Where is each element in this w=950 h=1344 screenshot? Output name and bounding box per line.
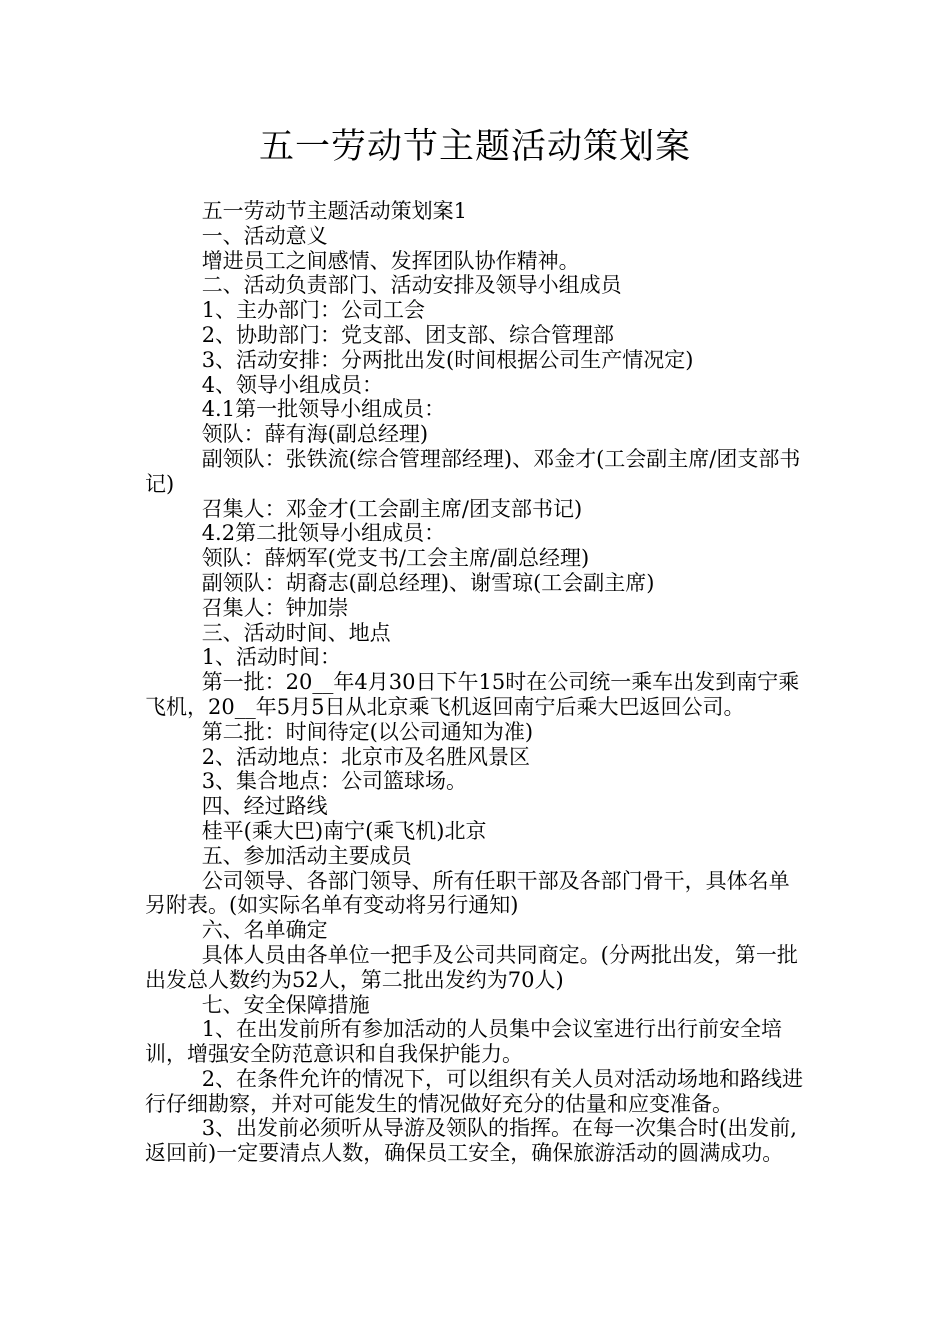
paragraph: 3、集合地点：公司篮球场。 bbox=[201, 769, 468, 794]
paragraph: 召集人：钟加崇 bbox=[201, 595, 349, 620]
section-heading: 二、活动负责部门、活动安排及领导小组成员 bbox=[201, 273, 622, 298]
paragraph: 2、活动地点：北京市及名胜风景区 bbox=[201, 744, 531, 769]
paragraph: 4.2第二批领导小组成员： bbox=[201, 521, 446, 546]
section-heading: 一、活动意义 bbox=[201, 223, 328, 248]
paragraph: 副领队：张铁流(综合管理部经理)、邓金才(工会副主席/团支部书记) bbox=[145, 446, 801, 496]
paragraph: 桂平(乘大巴)南宁(乘飞机)北京 bbox=[201, 818, 487, 843]
paragraph: 第一批：20__年4月30日下午15时在公司统一乘车出发到南宁乘飞机，20__年5月5日从北京乘飞机返回南宁后乘大巴返回公司。 bbox=[145, 670, 800, 719]
paragraph: 公司领导、各部门领导、所有任职干部及各部门骨干，具体名单另附表。(如实际名单有变动将另行通知) bbox=[145, 868, 790, 918]
document-body bbox=[145, 199, 810, 1166]
paragraph: 2、在条件允许的情况下，可以组织有关人员对活动场地和路线进行仔细勘察，并对可能发生的情况做好充分的估量和应变准备。 bbox=[145, 1066, 804, 1116]
paragraph: 1、活动时间： bbox=[201, 645, 342, 670]
section-heading: 三、活动时间、地点 bbox=[201, 620, 391, 645]
paragraph: 领队：薛有海(副总经理) bbox=[201, 422, 429, 447]
paragraph: 2、协助部门：党支部、团支部、综合管理部 bbox=[201, 322, 615, 347]
paragraph: 五一劳动节主题活动策划案1 bbox=[201, 199, 468, 223]
paragraph: 增进员工之间感情、发挥团队协作精神。 bbox=[201, 248, 580, 273]
paragraph: 3、出发前必须听从导游及领队的指挥。在每一次集合时(出发前,返回前)一定要清点人数，确保员工安全，确保旅游活动的圆满成功。 bbox=[145, 1116, 797, 1166]
section-heading: 四、经过路线 bbox=[201, 794, 328, 819]
paragraph: 1、在出发前所有参加活动的人员集中会议室进行出行前安全培训，增强安全防范意识和自我保护能力。 bbox=[145, 1017, 783, 1067]
section-heading: 六、名单确定 bbox=[201, 918, 328, 943]
paragraph: 具体人员由各单位一把手及公司共同商定。(分两批出发，第一批出发总人数约为52人，第二批出发约为70人) bbox=[145, 942, 798, 992]
section-heading: 五、参加活动主要成员 bbox=[201, 843, 412, 868]
paragraph: 领队：薛炳军(党支书/工会主席/副总经理) bbox=[201, 546, 590, 571]
paragraph: 4.1第一批领导小组成员： bbox=[201, 397, 446, 422]
paragraph: 4、领导小组成员： bbox=[201, 372, 384, 397]
paragraph: 3、活动安排：分两批出发(时间根据公司生产情况定) bbox=[201, 347, 694, 372]
document-title: 五一劳动节主题活动策划案 bbox=[258, 127, 691, 167]
paragraph: 第二批：时间待定(以公司通知为准) bbox=[201, 719, 534, 744]
section-heading: 七、安全保障措施 bbox=[201, 992, 370, 1017]
paragraph: 召集人：邓金才(工会副主席/团支部书记) bbox=[201, 496, 583, 521]
paragraph: 副领队：胡裔志(副总经理)、谢雪琼(工会副主席) bbox=[201, 570, 655, 595]
paragraph: 1、主办部门：公司工会 bbox=[201, 298, 426, 323]
